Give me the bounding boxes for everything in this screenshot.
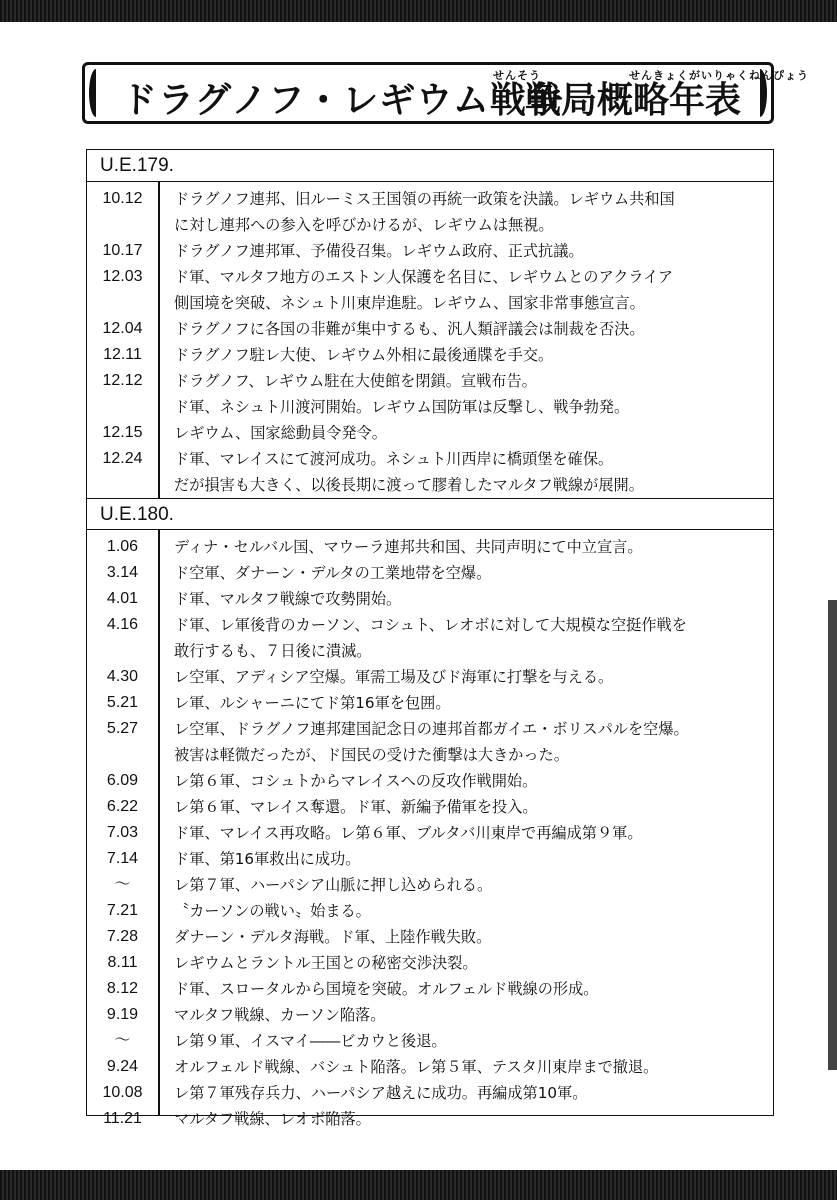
table-row: [87, 716, 773, 768]
entry-text: ド軍、マルタフ戦線で攻勢開始。: [174, 590, 402, 608]
table-row: [87, 534, 773, 560]
entry-date: 10.17: [102, 242, 143, 259]
page-edge-shadow: [828, 600, 837, 1070]
table-row: [87, 872, 773, 898]
entry-text: だが損害も大きく、以後長期に渡って膠着したマルタフ戦線が展開。: [174, 476, 644, 494]
entry-text: レ軍、ルシャーニにてド第16軍を包囲。: [174, 694, 451, 712]
year-header: [87, 150, 773, 182]
entry-text: ド軍、スロータルから国境を突破。オルフェルド戦線の形成。: [174, 980, 599, 998]
entry-date: 9.19: [106, 1006, 139, 1023]
entry-text: ドラグノフ駐レ大使、レギウム外相に最後通牒を手交。: [174, 346, 554, 364]
entry-text: オルフェルド戦線、バシュト陥落。レ第５軍、テスタ川東岸まで撤退。: [174, 1058, 659, 1076]
entry-date: 6.22: [106, 798, 139, 815]
entry-date: 5.27: [106, 720, 139, 737]
entry-text: レギウム、国家総動員令発令。: [174, 424, 387, 442]
table-row: [87, 560, 773, 586]
entry-text: ド軍、マレイス再攻略。レ第６軍、ブルタバ川東岸で再編成第９軍。: [174, 824, 643, 842]
chronology-table: [86, 149, 774, 1128]
table-row: [87, 664, 773, 690]
entry-text: レ空軍、アディシア空爆。軍需工場及びド海軍に打撃を与える。: [174, 668, 614, 686]
table-row: [87, 586, 773, 612]
table-row: [87, 1106, 773, 1132]
entry-date: 4.30: [106, 668, 139, 685]
table-row: [87, 368, 773, 420]
table-row: [87, 924, 773, 950]
table-row: [87, 1002, 773, 1028]
entry-date: 10.08: [102, 1084, 143, 1101]
entry-date: 5.21: [106, 694, 139, 711]
entry-date: 9.24: [106, 1058, 139, 1075]
entry-date: 12.04: [102, 320, 143, 337]
table-row: [87, 1054, 773, 1080]
entry-date: 12.03: [102, 268, 143, 285]
table-row: [87, 794, 773, 820]
page-subtitle: 戦局概略年表: [525, 80, 742, 121]
entry-date: 7.14: [106, 850, 139, 867]
left-bracket-ornament: [89, 69, 103, 117]
entry-text: レ第７軍残存兵力、ハーパシア越えに成功。再編成第10軍。: [174, 1084, 588, 1102]
table-row: [87, 446, 773, 498]
table-row: [87, 186, 773, 238]
page-title: ドラグノフ・レギウム戦争: [121, 80, 564, 121]
title-banner: [82, 62, 809, 124]
table-row: [87, 976, 773, 1002]
table-row: [87, 820, 773, 846]
entry-text: レ第９軍、イスマイ――ビカウと後退。: [174, 1032, 447, 1050]
entry-text: レギウムとラントル王国との秘密交渉決裂。: [174, 954, 478, 972]
entry-date: 12.12: [102, 372, 143, 389]
entry-text: レ第６軍、マレイス奪還。ド軍、新編予備軍を投入。: [174, 798, 538, 816]
entry-text: ド軍、マルタフ地方のエストン人保護を名目に、レギウムとのアクライア: [174, 268, 674, 286]
year-section-179: [87, 150, 773, 499]
entry-date: 8.11: [107, 954, 138, 971]
entry-text: マルタフ戦線、カーソン陥落。: [174, 1006, 386, 1024]
entry-date: 4.16: [106, 616, 139, 633]
table-row: [87, 768, 773, 794]
entry-text: レ第６軍、コシュトからマレイスへの反攻作戦開始。: [174, 772, 538, 790]
table-row: [87, 950, 773, 976]
entry-date: 3.14: [106, 564, 139, 581]
entry-date: 12.15: [102, 424, 143, 441]
entry-text: ダナーン・デルタ海戦。ド軍、上陸作戦失敗。: [174, 928, 492, 946]
entry-date: 7.28: [106, 928, 139, 945]
table-row: [87, 420, 773, 446]
entry-text: ド軍、ネシュト川渡河開始。レギウム国防軍は反撃し、戦争勃発。: [174, 398, 630, 416]
table-row: [87, 1028, 773, 1054]
entry-list: [87, 534, 773, 1132]
entry-text: ドラグノフ連邦軍、予備役召集。レギウム政府、正式抗議。: [174, 242, 584, 260]
entry-text: ドラグノフ、レギウム駐在大使館を閉鎖。宣戦布告。: [174, 372, 537, 390]
entry-text: ディナ・セルバル国、マウーラ連邦共和国、共同声明にて中立宣言。: [174, 538, 643, 556]
table-row: [87, 342, 773, 368]
entry-date: 12.24: [102, 450, 143, 467]
table-row: [87, 846, 773, 872]
year-header: [87, 498, 773, 530]
top-border-band: [0, 0, 837, 22]
entry-text: マルタフ戦線、レオボ陥落。: [174, 1110, 371, 1128]
entry-date: 10.12: [102, 190, 143, 207]
table-row: [87, 264, 773, 316]
entry-date: 6.09: [106, 772, 139, 789]
entry-text: レ第７軍、ハーパシア山脈に押し込められる。: [174, 876, 493, 894]
entry-text: ド空軍、ダナーン・デルタの工業地帯を空爆。: [174, 564, 492, 582]
entry-text: ドラグノフ連邦、旧ルーミス王国領の再統一政策を決議。レギウム共和国: [174, 190, 675, 208]
entry-text: ドラグノフに各国の非難が集中するも、汎人類評議会は制裁を否決。: [174, 320, 645, 338]
entry-date: 7.21: [106, 902, 139, 919]
entry-text: ド軍、マレイスにて渡河成功。ネシュト川西岸に橋頭堡を確保。: [174, 450, 614, 468]
table-row: [87, 612, 773, 664]
entry-date: 8.12: [106, 980, 139, 997]
entry-text: 敢行するも、７日後に潰滅。: [174, 642, 372, 660]
entry-text: レ空軍、ドラグノフ連邦建国記念日の連邦首都ガイエ・ボリスパルを空爆。: [174, 720, 689, 738]
entry-text: に対し連邦への参入を呼びかけるが、レギウムは無視。: [174, 216, 554, 234]
table-row: [87, 316, 773, 342]
year-label: U.E.180.: [100, 504, 174, 525]
entry-date: 4.01: [106, 590, 139, 607]
entry-date: 12.11: [103, 346, 142, 363]
year-section-180: [87, 498, 773, 1128]
table-row: [87, 238, 773, 264]
entry-date: 11.21: [103, 1110, 142, 1127]
table-row: [87, 1080, 773, 1106]
entry-text: 側国境を突破、ネシュト川東岸進駐。レギウム、国家非常事態宣言。: [174, 294, 645, 312]
entry-text: 被害は軽微だったが、ド国民の受けた衝撃は大きかった。: [174, 746, 569, 764]
entry-date: ～: [114, 876, 131, 893]
entry-text: ド軍、第16軍救出に成功。: [174, 850, 361, 868]
entry-date: ～: [114, 1032, 131, 1049]
table-row: [87, 898, 773, 924]
entry-text: ド軍、レ軍後背のカーソン、コシュト、レオボに対して大規模な空挺作戦を: [174, 616, 687, 634]
entry-list: [87, 186, 773, 498]
entry-date: 1.06: [106, 538, 139, 555]
entry-date: 7.03: [106, 824, 139, 841]
table-row: [87, 690, 773, 716]
year-label: U.E.179.: [100, 155, 174, 176]
entry-text: 〝カーソンの戦い〟始まる。: [174, 902, 371, 920]
bottom-border-band: [0, 1170, 837, 1200]
title-ruby-war: せんそう: [493, 69, 541, 82]
title-ruby-chronology: せんきょくがいりゃくねんぴょう: [629, 69, 809, 82]
